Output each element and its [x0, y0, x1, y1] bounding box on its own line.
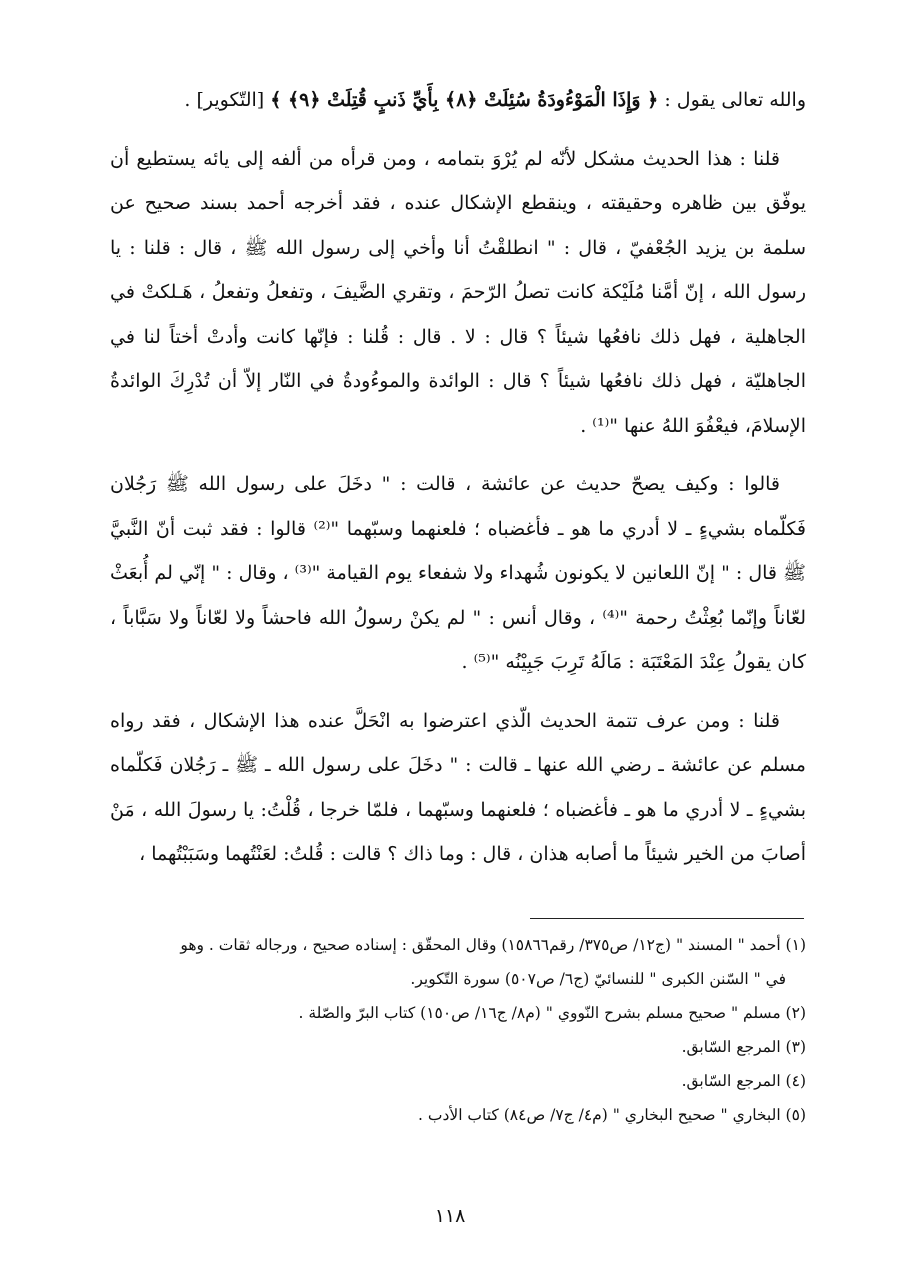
paragraph-answer-2: قلنا : ومن عرف تتمة الحديث الّذي اعترضوا به انْحَلَّ عنده هذا الإشكال ، فقد رواه مسلم عن عائشة ـ رضي الله عنها ـ قالت : " دخَلَ على رسول الله ـ ﷺ ـ رَجُلان فَكلّماه بشيءٍ ـ لا أدري ما هو ـ فأغضباه ؛ فلعنهما وسبّهما ، فلمّا خرجا ، قُلْتُ: يا رسولَ الله ، مَنْ أصابَ من الخير شيئاً ما أصابه هذان ، قال : وما ذاك ؟ قالت : قُلتُ: لعَنْتُهما وسَبَبْتُهما ، [110, 709, 806, 865]
page-number: ١١٨ [434, 1205, 466, 1227]
footnote-3: (٣) المرجع السّابق. [681, 1038, 806, 1056]
main-text [110, 78, 806, 891]
footnote-5: (٥) البخاري " صحيح البخاري " (م٤/ ج٧/ ص٨٤) كتاب الأدب . [418, 1106, 806, 1124]
footnotes [100, 928, 806, 1132]
paragraph-intro: والله تعالى يقول : [658, 89, 806, 111]
footnote-4: (٤) المرجع السّابق. [681, 1072, 806, 1090]
footnote-2: (٢) مسلم " صحيح مسلم بشرح النّووي " (م٨/ ج١٦/ ص١٥٠) كتاب البرّ والصّلة . [298, 1004, 806, 1022]
paragraph-answer-1: قلنا : هذا الحديث مشكل لأنّه لم يُرْوَ بتمامه ، ومن قرأه من ألفه إلى يائه يستطيع أن يوفّق بين ظاهره وحقيقته ، وينقطع الإشكال عنده ، فقد أخرجه أحمد بسند صحيح عن سلمة بن يزيد الجُعْفيّ ، قال : " انطلقْتُ أنا وأخي إلى رسول الله ﷺ ، قال : قلنا : يا رسول الله ، إنّ أمَّنا مُلَيْكة كانت تصلُ الرّحمَ ، وتقري الضَّيفَ ، وتفعلُ وتفعلُ ، هَـلكتْ في الجاهلية ، فهل ذلك نافعُها شيئاً ؟ قال : لا . قال : قُلنا : فإنّها كانت وأدتْ أختاً لنا في الجاهليّة ، فهل ذلك نافعُها شيئاً ؟ قال : الوائدة والموءُودةُ في النّار إلاّ أن تُدْرِكَ الوائدةُ الإسلامَ، فيعْفُوَ اللهُ عنها "⁽¹⁾ . [110, 147, 806, 437]
footnote-separator [530, 918, 804, 919]
footnote-1-continued: في " السّنن الكبرى " للنسائيّ (ج٦/ ص٥٠٧) سورة التّكوير. [410, 970, 786, 988]
surah-reference: [التّكوير] . [184, 89, 271, 111]
paragraph-quran-citation [110, 78, 806, 123]
paragraph-objection: قالوا : وكيف يصحّ حديث عن عائشة ، قالت : " دخَلَ على رسول الله ﷺ رَجُلان فَكلّماه بشيءٍ ـ لا أدري ما هو ـ فأغضباه ؛ فلعنهما وسبّهما "⁽²⁾ قالوا : فقد ثبت أنّ النَّبيَّ ﷺ قال : " إنّ اللعانين لا يكونون شُهداء ولا شفعاء يوم القيامة "⁽³⁾ ، وقال : " إنّي لم أُبعَثْ لعّاناً وإنّما بُعِثْتُ رحمة "⁽⁴⁾ ، وقال أنس : " لم يكنْ رسولُ الله فاحشاً ولا لعّاناً ولا سَبَّاباً ، كان يقولُ عِنْدَ المَعْتَبَة : مَالَهُ تَرِبَ جَبِيْنُه "⁽⁵⁾ . [110, 473, 807, 673]
footnote-1: (١) أحمد " المسند " (ج١٢/ ص٣٧٥/ رقم١٥٨٦٦) وقال المحقّق : إسناده صحيح ، ورجاله ثقات . وهو [180, 936, 806, 954]
quran-verse: ﴿ وَإِذَا الْمَوْءُودَةُ سُئِلَتْ ﴿٨﴾ بِأَيِّ ذَنبٍ قُتِلَتْ ﴿٩﴾ ﴾ [270, 89, 659, 111]
